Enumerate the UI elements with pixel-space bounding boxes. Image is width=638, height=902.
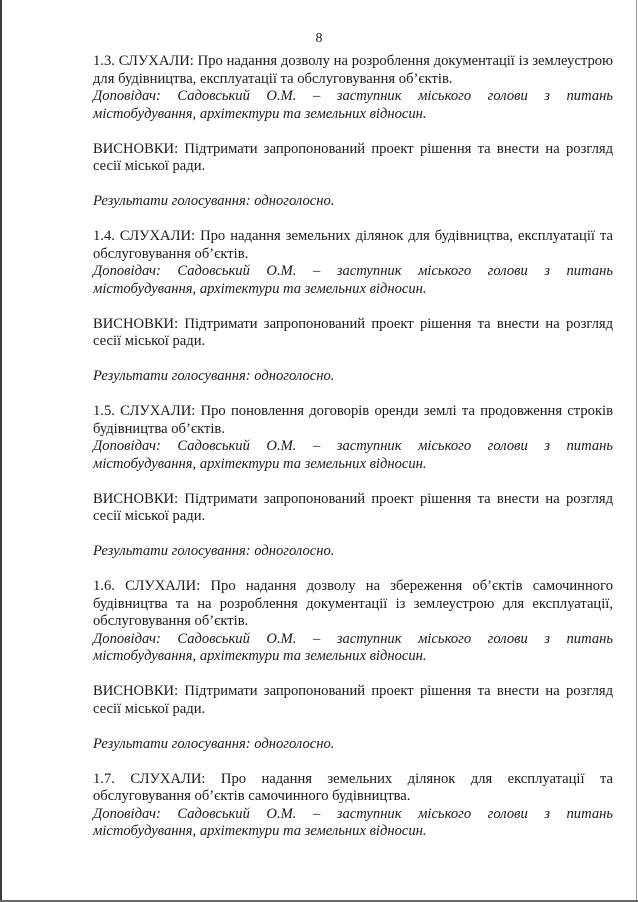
heard-text: 1.4. СЛУХАЛИ: Про надання земельних ділянок для будівництва, експлуатації та обслуговування об’єктів.	[93, 228, 613, 262]
speaker-text: Доповідач: Садовський О.М. – заступник міського голови з питань містобудування, архітектури та земельних відносин.	[93, 805, 613, 839]
agenda-item-1-6	[93, 578, 613, 753]
speaker-text: Доповідач: Садовський О.М. – заступник міського голови з питань містобудування, архітектури та земельних відносин.	[93, 438, 613, 472]
conclusion-text: ВИСНОВКИ: Підтримати запропонований проект рішення та внести на розгляд сесії міської ради.	[93, 140, 613, 174]
agenda-item-1-3	[93, 53, 613, 211]
heard-text: 1.3. СЛУХАЛИ: Про надання дозволу на розроблення документації із землеустрою для будівництва, експлуатації та обслуговування об’єктів.	[93, 53, 613, 87]
page-number: 8	[315, 31, 323, 46]
agenda-item-1-4	[93, 228, 613, 386]
minutes-body	[93, 53, 613, 841]
heard-text: 1.5. СЛУХАЛИ: Про поновлення договорів оренди землі та продовження строків будівництва об’єктів.	[93, 403, 613, 437]
heard-text: 1.6. СЛУХАЛИ: Про надання дозволу на збереження об’єктів самочинного будівництва та на розроблення документації із землеустрою для експлуатації, обслуговування об’єктів.	[93, 578, 613, 629]
agenda-item-1-5	[93, 403, 613, 561]
heard-text: 1.7. СЛУХАЛИ: Про надання земельних ділянок для експлуатації та обслуговування об’єктів самочинного будівництва.	[93, 770, 613, 804]
speaker-text: Доповідач: Садовський О.М. – заступник міського голови з питань містобудування, архітектури та земельних відносин.	[93, 88, 613, 122]
speaker-text: Доповідач: Садовський О.М. – заступник міського голови з питань містобудування, архітектури та земельних відносин.	[93, 263, 613, 297]
conclusion-text: ВИСНОВКИ: Підтримати запропонований проект рішення та внести на розгляд сесії міської ради.	[93, 490, 613, 524]
vote-result: Результати голосування: одноголосно.	[93, 735, 335, 752]
scan-left-edge	[0, 0, 2, 902]
conclusion-text: ВИСНОВКИ: Підтримати запропонований проект рішення та внести на розгляд сесії міської ради.	[93, 315, 613, 349]
vote-result: Результати голосування: одноголосно.	[93, 368, 335, 384]
speaker-text: Доповідач: Садовський О.М. – заступник міського голови з питань містобудування, архітектури та земельних відносин.	[93, 630, 613, 664]
vote-result: Результати голосування: одноголосно.	[93, 193, 335, 209]
agenda-item-1-7	[93, 771, 613, 841]
vote-result: Результати голосування: одноголосно.	[93, 543, 335, 559]
conclusion-text: ВИСНОВКИ: Підтримати запропонований проект рішення та внести на розгляд сесії міської ради.	[93, 683, 613, 717]
scan-right-edge	[636, 0, 637, 902]
